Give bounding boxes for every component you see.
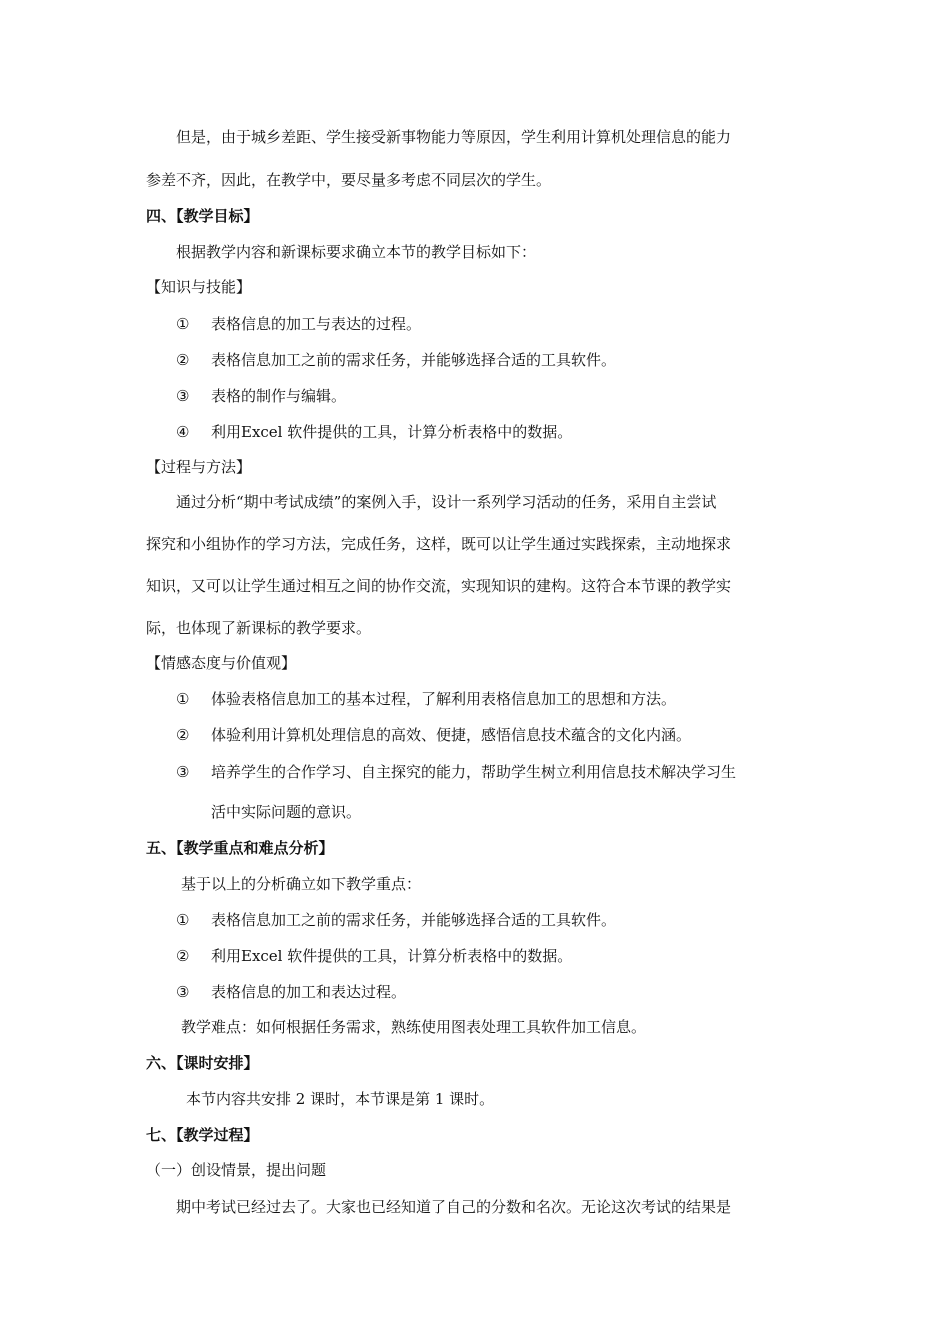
paragraph-line: 教学难点：如何根据任务需求，熟练使用图表处理工具软件加工信息。 <box>181 1018 647 1036</box>
list-item-number: ③ <box>176 983 190 1001</box>
paragraph-line: 通过分析“期中考试成绩”的案例入手，设计一系列学习活动的任务，采用自主尝试 <box>176 493 717 511</box>
section-heading: 四、【教学目标】 <box>146 207 259 225</box>
list-item: 利用Excel 软件提供的工具，计算分析表格中的数据。 <box>211 423 573 441</box>
subsection-heading: 【过程与方法】 <box>146 458 252 476</box>
list-item-continuation: 活中实际问题的意识。 <box>211 803 362 821</box>
list-item: 培养学生的合作学习、自主探究的能力，帮助学生树立利用信息技术解决学习生 <box>211 763 737 781</box>
list-item: 表格信息加工之前的需求任务，并能够选择合适的工具软件。 <box>211 351 617 369</box>
paragraph-line: 但是，由于城乡差距、学生接受新事物能力等原因，学生利用计算机处理信息的能力 <box>176 128 732 146</box>
list-item-number: ② <box>176 726 190 744</box>
list-item: 表格信息加工之前的需求任务，并能够选择合适的工具软件。 <box>211 911 617 929</box>
list-item-number: ③ <box>176 763 190 781</box>
list-item: 利用Excel 软件提供的工具，计算分析表格中的数据。 <box>211 947 573 965</box>
list-item: 表格的制作与编辑。 <box>211 387 347 405</box>
list-item-number: ② <box>176 351 190 369</box>
paragraph-line: 根据教学内容和新课标要求确立本节的教学目标如下： <box>176 243 537 261</box>
list-item-number: ① <box>176 315 190 333</box>
paragraph-line: 知识，又可以让学生通过相互之间的协作交流，实现知识的建构。这符合本节课的教学实 <box>146 577 732 595</box>
list-item-number: ③ <box>176 387 190 405</box>
subsection-heading: 【情感态度与价值观】 <box>146 654 297 672</box>
subsection-heading: （一）创设情景，提出问题 <box>146 1161 327 1179</box>
subsection-heading: 【知识与技能】 <box>146 278 252 296</box>
list-item-number: ④ <box>176 423 190 441</box>
list-item: 表格信息的加工和表达过程。 <box>211 983 407 1001</box>
section-heading: 六、【课时安排】 <box>146 1054 259 1072</box>
paragraph-line: 基于以上的分析确立如下教学重点： <box>181 875 422 893</box>
paragraph-line: 本节内容共安排 2 课时，本节课是第 1 课时。 <box>186 1090 495 1108</box>
section-heading: 七、【教学过程】 <box>146 1126 259 1144</box>
list-item-number: ① <box>176 690 190 708</box>
list-item-number: ② <box>176 947 190 965</box>
paragraph-line: 探究和小组协作的学习方法，完成任务，这样，既可以让学生通过实践探索，主动地探求 <box>146 535 732 553</box>
list-item: 体验利用计算机处理信息的高效、便捷，感悟信息技术蕴含的文化内涵。 <box>211 726 692 744</box>
paragraph-line: 际，也体现了新课标的教学要求。 <box>146 619 372 637</box>
paragraph-line: 期中考试已经过去了。大家也已经知道了自己的分数和名次。无论这次考试的结果是 <box>176 1198 732 1216</box>
list-item: 表格信息的加工与表达的过程。 <box>211 315 422 333</box>
section-heading: 五、【教学重点和难点分析】 <box>146 839 334 857</box>
list-item: 体验表格信息加工的基本过程，了解利用表格信息加工的思想和方法。 <box>211 690 677 708</box>
paragraph-line: 参差不齐，因此，在教学中，要尽量多考虑不同层次的学生。 <box>146 171 552 189</box>
list-item-number: ① <box>176 911 190 929</box>
